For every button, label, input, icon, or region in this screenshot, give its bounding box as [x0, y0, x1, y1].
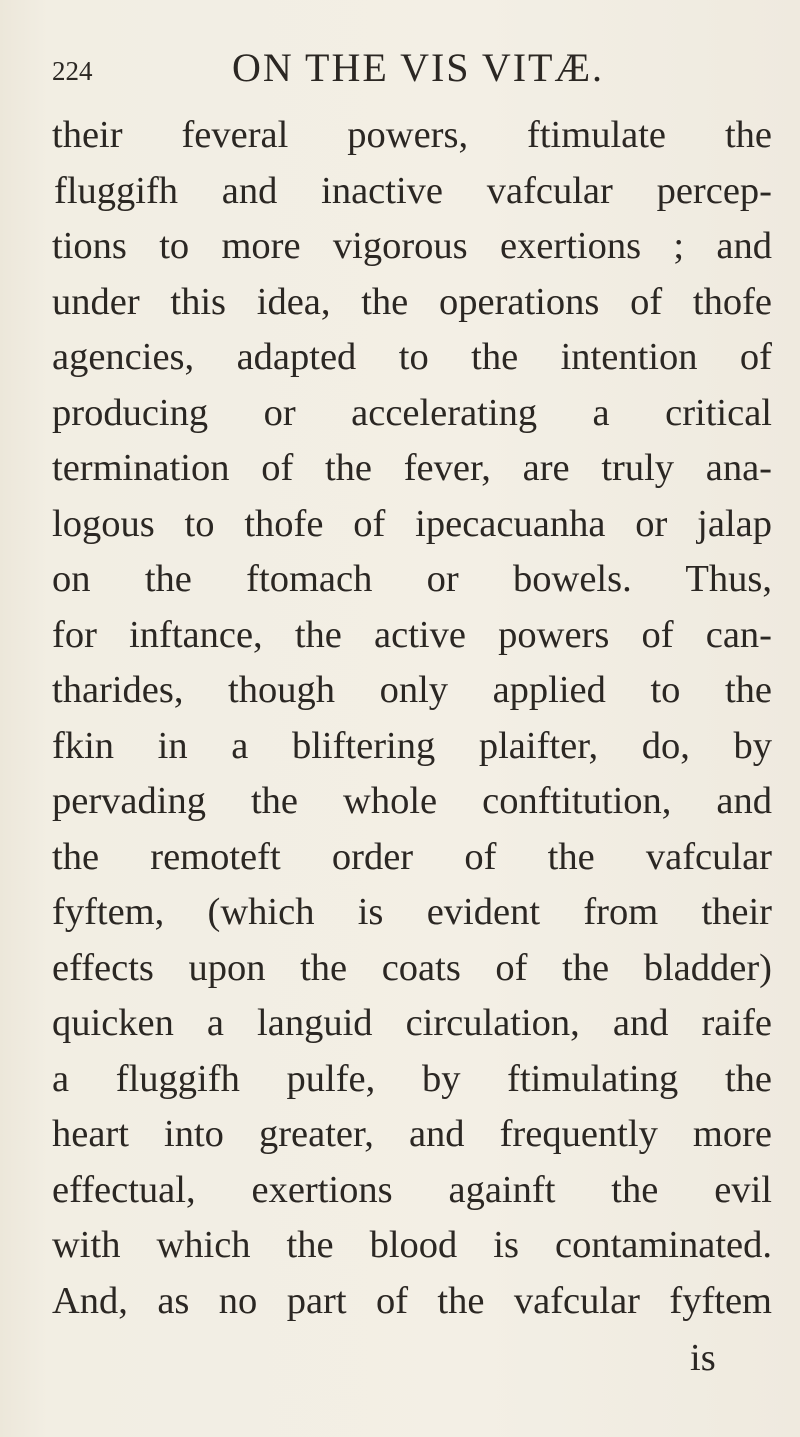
- text-line: for inftance, the active powers of can-: [52, 613, 772, 656]
- text-line: effects upon the coats of the bladder): [52, 946, 772, 989]
- text-line: under this idea, the operations of thofe: [52, 280, 772, 323]
- text-line: fkin in a bliftering plaifter, do, by: [52, 724, 772, 767]
- text-line: the remoteft order of the vafcular: [52, 835, 772, 878]
- text-line: agencies, adapted to the intention of: [52, 336, 772, 378]
- text-line: logous to thofe of ipecacuanha or jalap: [52, 502, 772, 545]
- text-line: with which the blood is contaminated.: [52, 1224, 772, 1266]
- text-line: a fluggifh pulfe, by ftimulating the: [52, 1057, 772, 1100]
- text-line: effectual, exertions againft the evil: [52, 1168, 772, 1211]
- running-head: ON THE VIS VITÆ.: [232, 45, 605, 90]
- page-header: [52, 44, 752, 94]
- catchword: is: [690, 1337, 716, 1379]
- text-line: producing or accelerating a critical: [52, 391, 772, 434]
- text-line: heart into greater, and frequently more: [52, 1113, 772, 1155]
- body-text: [52, 108, 772, 1329]
- text-line: their feveral powers, ftimulate the: [52, 114, 772, 156]
- page-number: 224: [52, 56, 93, 86]
- text-line: tions to more vigorous exertions ; and: [52, 225, 772, 267]
- text-line: fluggifh and inactive vafcular percep-: [54, 169, 772, 212]
- text-line: fyftem, (which is evident from their: [52, 891, 772, 933]
- text-line: on the ftomach or bowels. Thus,: [52, 558, 772, 600]
- text-line: And, as no part of the vafcular fyftem: [52, 1279, 772, 1322]
- text-line: termination of the fever, are truly ana-: [52, 447, 772, 489]
- text-line: tharides, though only applied to the: [52, 669, 772, 711]
- text-line: pervading the whole conftitution, and: [52, 780, 772, 822]
- text-line: quicken a languid circulation, and raife: [52, 1002, 772, 1044]
